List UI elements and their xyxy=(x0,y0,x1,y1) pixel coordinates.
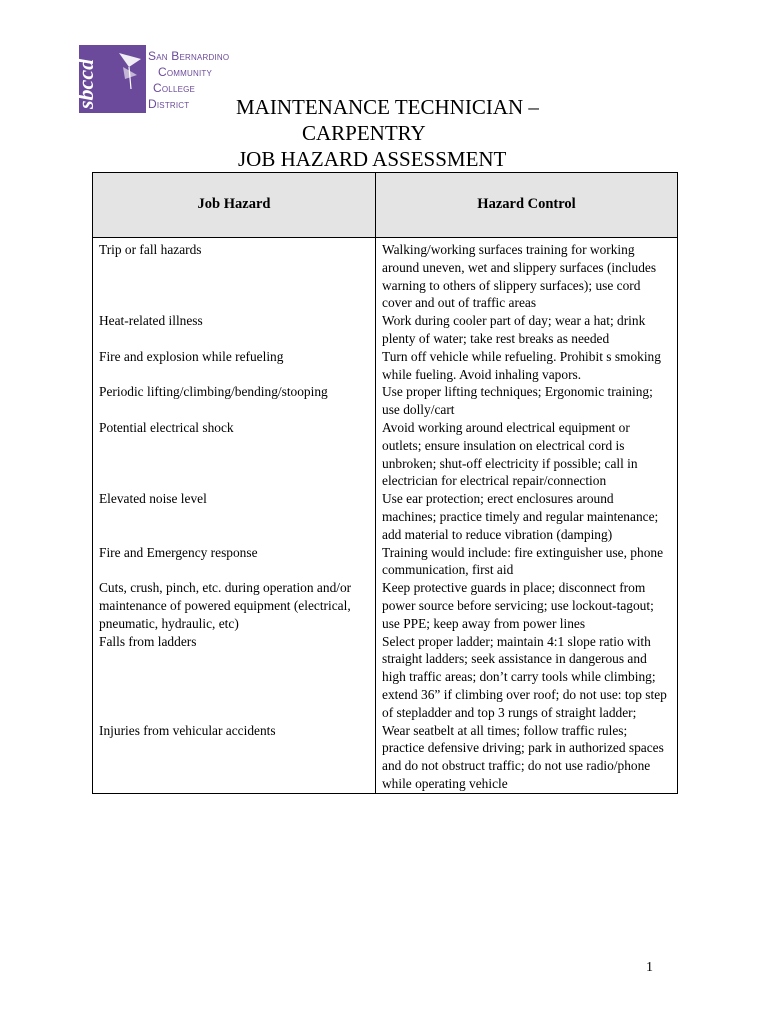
logo-mark-text: sbccd xyxy=(73,58,98,109)
table-row xyxy=(93,633,678,722)
column-header-hazard-control: Hazard Control xyxy=(376,173,678,238)
org-name-line: Community xyxy=(158,65,213,79)
org-name-line: San Bernardino xyxy=(148,49,230,63)
job-hazard-cell: Fire and explosion while refueling xyxy=(93,348,376,384)
column-header-job-hazard: Job Hazard xyxy=(93,173,376,238)
job-hazard-cell: Heat-related illness xyxy=(93,312,376,348)
table-row xyxy=(93,348,678,384)
job-hazard-cell: Trip or fall hazards xyxy=(93,238,376,313)
table-row xyxy=(93,544,678,580)
table-row xyxy=(93,383,678,419)
job-hazard-cell: Elevated noise level xyxy=(93,490,376,543)
table-header-row xyxy=(93,173,678,238)
hazard-control-cell: Avoid working around electrical equipment or outlets; ensure insulation on electrical cord is unbroken; shut-off electricity if possible; call in electrician for electrical repair/connection xyxy=(376,419,678,490)
title-line: JOB HAZARD ASSESSMENT xyxy=(238,147,507,171)
job-hazard-cell: Injuries from vehicular accidents xyxy=(93,722,376,794)
job-hazard-cell: Periodic lifting/climbing/bending/stooping xyxy=(93,383,376,419)
document-title xyxy=(0,94,768,172)
title-line: MAINTENANCE TECHNICIAN – xyxy=(236,95,539,119)
table-row xyxy=(93,722,678,794)
hazard-control-cell: Use ear protection; erect enclosures around machines; practice timely and regular maintenance; add material to reduce vibration (damping) xyxy=(376,490,678,543)
title-line: CARPENTRY xyxy=(302,121,426,145)
table-row xyxy=(93,419,678,490)
hazard-control-cell: Use proper lifting techniques; Ergonomic training; use dolly/cart xyxy=(376,383,678,419)
hazard-control-cell: Walking/working surfaces training for working around uneven, wet and slippery surfaces (includes warning to others of slippery surfaces); use cord cover and out of traffic areas xyxy=(376,238,678,313)
job-hazard-cell: Cuts, crush, pinch, etc. during operation and/or maintenance of powered equipment (electrical, pneumatic, hydraulic, etc) xyxy=(93,579,376,632)
hazard-control-cell: Work during cooler part of day; wear a hat; drink plenty of water; take rest breaks as needed xyxy=(376,312,678,348)
job-hazard-cell: Potential electrical shock xyxy=(93,419,376,490)
hazard-control-cell: Wear seatbelt at all times; follow traffic rules; practice defensive driving; park in authorized spaces and do not obstruct traffic; do not use radio/phone while operating vehicle xyxy=(376,722,678,794)
hazard-control-cell: Select proper ladder; maintain 4:1 slope ratio with straight ladders; seek assistance in dangerous and high traffic areas; don’t carry tools while climbing; extend 36” if climbing over roof; do not use: top step of stepladder and top 3 rungs of straight ladder; xyxy=(376,633,678,722)
org-name-line: District xyxy=(148,97,190,111)
job-hazard-cell: Fire and Emergency response xyxy=(93,544,376,580)
table-row xyxy=(93,579,678,632)
hazard-control-cell: Keep protective guards in place; disconnect from power source before servicing; use lockout-tagout; use PPE; keep away from power lines xyxy=(376,579,678,632)
hazard-table xyxy=(92,172,678,794)
table-row xyxy=(93,312,678,348)
page-number: 1 xyxy=(646,960,653,975)
table-row xyxy=(93,238,678,313)
hazard-control-cell: Turn off vehicle while refueling. Prohibit s smoking while fueling. Avoid inhaling vapors. xyxy=(376,348,678,384)
job-hazard-cell: Falls from ladders xyxy=(93,633,376,722)
table-row xyxy=(93,490,678,543)
org-name-line: College xyxy=(153,81,196,95)
hazard-control-cell: Training would include: fire extinguisher use, phone communication, first aid xyxy=(376,544,678,580)
